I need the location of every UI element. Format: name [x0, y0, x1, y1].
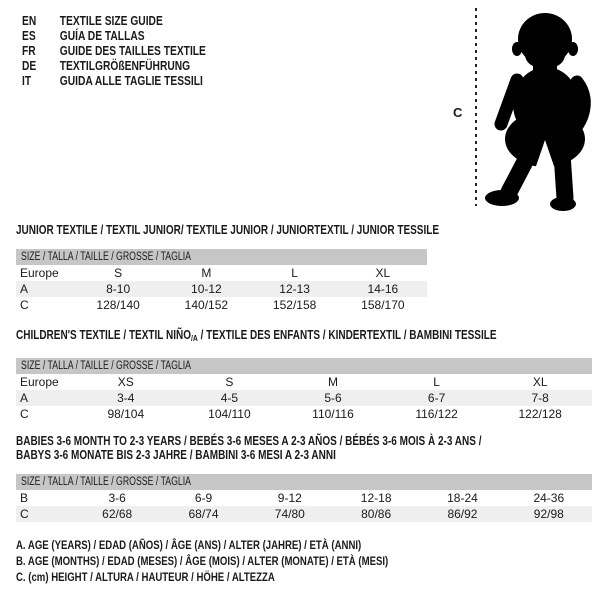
height-cell: 92/98 — [533, 507, 564, 522]
height-cell: 98/104 — [107, 407, 145, 422]
age-cell: 10-12 — [191, 282, 222, 297]
dotted-measure-line-icon — [475, 8, 477, 206]
table-row-age — [16, 390, 592, 406]
age-cell: 24-36 — [533, 491, 565, 506]
children-size-table — [16, 358, 592, 422]
size-header-bar: SIZE / TALLA / TAILLE / GRÖSSE / TAGLIA — [16, 474, 592, 490]
age-cell: 12-13 — [279, 282, 310, 297]
language-code: ES — [22, 29, 36, 43]
language-row-de — [22, 59, 206, 74]
age-cell: 3-4 — [117, 391, 135, 406]
table-row-height — [16, 506, 592, 522]
height-cell: 74/80 — [274, 507, 305, 522]
language-code: FR — [22, 44, 36, 58]
age-cell: 3-6 — [108, 491, 126, 506]
age-cell: 18-24 — [447, 491, 478, 506]
row-label: B — [20, 491, 29, 506]
size-cell: S — [225, 375, 234, 390]
table-row-age — [16, 281, 427, 297]
row-label: C — [20, 298, 29, 313]
language-title: GUIDE DES TAILLES TEXTILE — [59, 44, 206, 58]
section-childrens-textile — [16, 318, 592, 422]
size-cell: XL — [532, 375, 548, 390]
language-row-en — [22, 14, 206, 29]
age-cell: 7-8 — [531, 391, 549, 406]
language-row-fr — [22, 44, 206, 59]
height-measure-label: C — [453, 105, 463, 120]
language-code: EN — [22, 14, 37, 28]
section-title: BABIES 3-6 MONTH TO 2-3 YEARS / BEBÉS 3-6 MESES A 2-3 AÑOS / BÉBÉS 3-6 MOIS À 2-3 ANS / BABYS 3-6 MONATE BIS 2-3 JAHRE / BAMBINI 3-6 MESI A 2-3 ANNI — [16, 434, 482, 463]
language-row-it — [22, 74, 206, 89]
height-cell: 110/116 — [312, 407, 354, 422]
age-cell: 5-6 — [324, 391, 342, 406]
size-cell: L — [433, 375, 440, 390]
age-cell: 4-5 — [220, 391, 239, 406]
footnote-c: C. (cm) HEIGHT / ALTURA / HAUTEUR / HÖHE / ALTEZZA — [16, 570, 275, 584]
language-row-es — [22, 29, 206, 44]
table-row-age-months — [16, 490, 592, 506]
age-cell: 12-18 — [360, 491, 392, 506]
table-row-height — [16, 297, 427, 313]
row-label: Europe — [20, 266, 59, 281]
row-label: C — [20, 507, 29, 522]
language-title: GUÍA DE TALLAS — [59, 29, 145, 43]
table-row-height — [16, 406, 592, 422]
size-cell: XS — [117, 375, 134, 390]
size-cell: M — [327, 375, 338, 390]
table-row-europe — [16, 265, 427, 281]
junior-size-table — [16, 249, 427, 313]
row-label: C — [20, 407, 29, 422]
language-code: IT — [22, 74, 32, 88]
language-code: DE — [22, 59, 37, 73]
language-title: TEXTILE SIZE GUIDE — [59, 14, 163, 28]
height-cell: 104/110 — [208, 407, 251, 422]
age-cell: 6-7 — [427, 391, 446, 406]
subscript-nino-a: /A — [190, 333, 198, 344]
language-title: TEXTILGRÖßENFÜHRUNG — [59, 59, 191, 73]
babies-size-table — [16, 474, 592, 522]
height-cell: 68/74 — [188, 507, 219, 522]
row-label: A — [20, 391, 29, 406]
height-cell: 122/128 — [518, 407, 562, 422]
height-cell: 128/140 — [96, 298, 140, 313]
height-cell: 158/170 — [361, 298, 405, 313]
age-cell: 14-16 — [367, 282, 399, 297]
section-title: CHILDREN'S TEXTILE / TEXTIL $NIÑO_{/A}$ / TEXTILE DES ENFANTS / KINDERTEXTIL / BAMBINI TESSILE — [16, 328, 497, 344]
table-row-europe — [16, 374, 592, 390]
row-label: Europe — [20, 375, 59, 390]
height-cell: 152/158 — [272, 298, 317, 313]
footnote-b: B. AGE (MONTHS) / EDAD (MESES) / ÂGE (MOIS) / ALTER (MONATE) / ETÀ (MESI) — [16, 554, 389, 568]
footnote-a: A. AGE (YEARS) / EDAD (AÑOS) / ÂGE (ANS) / ALTER (JAHRE) / ETÀ (ANNI) — [16, 538, 362, 552]
size-cell: L — [291, 266, 298, 281]
size-cell: M — [201, 266, 212, 281]
section-junior-textile — [16, 213, 440, 313]
section-babies-textile — [16, 424, 592, 522]
baby-silhouette-icon — [478, 8, 594, 212]
age-cell: 9-12 — [277, 491, 302, 506]
section-title: JUNIOR TEXTILE / TEXTIL JUNIOR/ TEXTILE JUNIOR / JUNIORTEXTIL / JUNIOR TESSILE — [16, 223, 440, 238]
language-title: GUIDA ALLE TAGLIE TESSILI — [59, 74, 203, 88]
size-cell: S — [114, 266, 123, 281]
height-cell: 140/152 — [184, 298, 229, 313]
age-cell: 6-9 — [194, 491, 213, 506]
age-cell: 8-10 — [106, 282, 131, 297]
row-label: A — [20, 282, 29, 297]
size-header-bar: SIZE / TALLA / TAILLE / GRÖSSE / TAGLIA — [16, 249, 427, 265]
height-cell: 116/122 — [415, 407, 458, 422]
height-cell: 86/92 — [447, 507, 478, 522]
height-cell: 80/86 — [361, 507, 392, 522]
language-title-list — [22, 14, 246, 89]
size-header-bar: SIZE / TALLA / TAILLE / GRÖSSE / TAGLIA — [16, 358, 592, 374]
legend-footnotes — [16, 537, 481, 585]
size-cell: XL — [375, 266, 391, 281]
height-cell: 62/68 — [102, 507, 133, 522]
